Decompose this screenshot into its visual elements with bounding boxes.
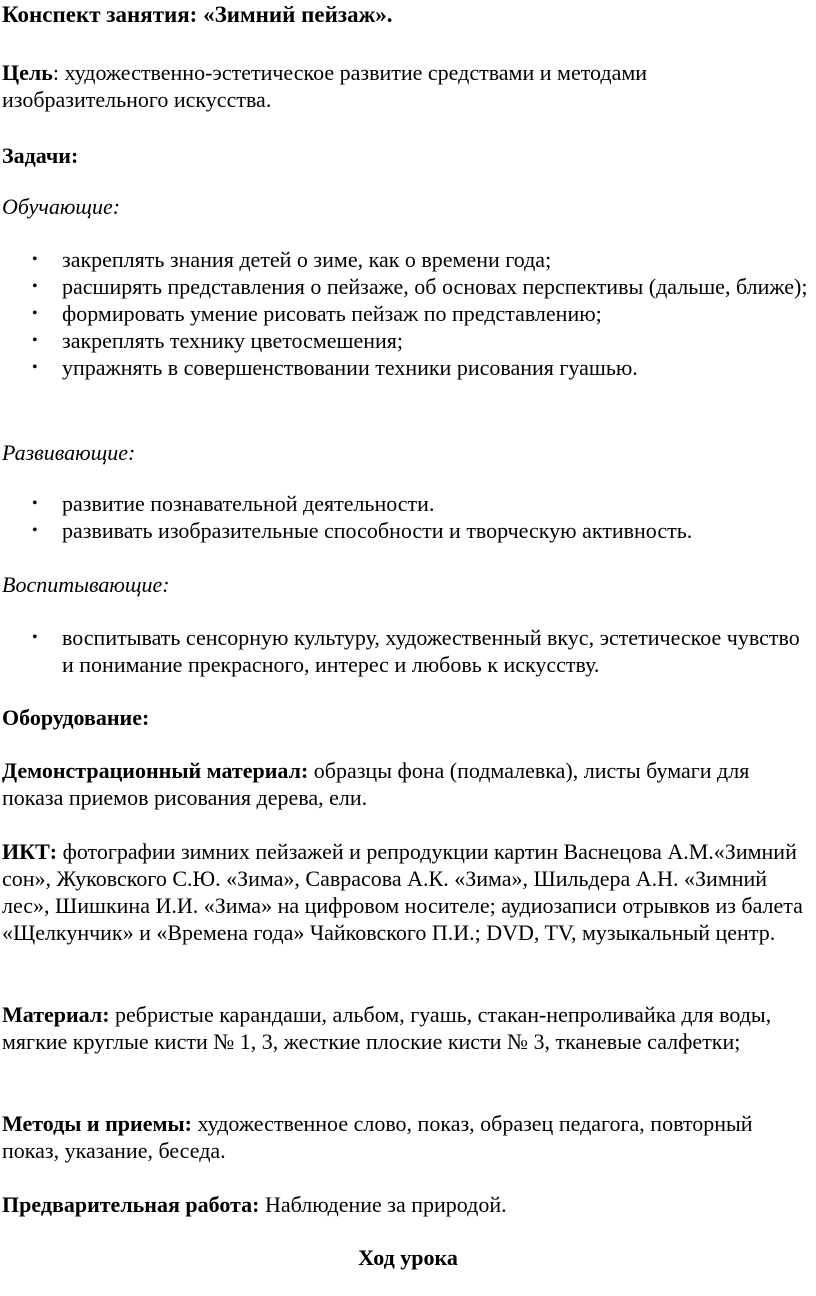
goal-text: : художественно-эстетическое развитие средствами и методами изобразительного искусства. (2, 60, 648, 112)
developing-list (2, 490, 814, 544)
list-item (2, 490, 814, 517)
list-item (2, 354, 814, 381)
methods-paragraph (2, 1110, 814, 1164)
list-item (2, 517, 814, 544)
list-item (2, 246, 814, 273)
goal-label: Цель (2, 60, 53, 85)
teaching-list (2, 246, 814, 381)
methods-label: Методы и приемы: (2, 1111, 192, 1136)
prework-label: Предварительная работа: (2, 1192, 260, 1217)
tasks-heading: Задачи: (2, 143, 79, 168)
developing-heading: Развивающие: (2, 440, 136, 465)
bullet-icon: • (32, 332, 38, 349)
methods-text: художественное слово, показ, образец педагога, повторный показ, указание, беседа. (2, 1111, 753, 1163)
document-title: Конспект занятия: «Зимний пейзаж». (2, 2, 393, 27)
list-item-text: упражнять в совершенствовании техники рисования гуашью. (62, 355, 638, 380)
goal-paragraph (2, 59, 814, 113)
list-item-text: закреплять знания детей о зиме, как о времени года; (62, 247, 552, 272)
bullet-icon: • (32, 359, 38, 376)
educating-list (2, 624, 814, 678)
list-item-text: развивать изобразительные способности и творческую активность. (62, 518, 693, 543)
prework-paragraph (2, 1191, 814, 1218)
list-item (2, 273, 814, 300)
bullet-icon: • (32, 278, 38, 295)
list-item-text: воспитывать сенсорную культуру, художественный вкус, эстетическое чувство и понимание прекрасного, интерес и любовь к искусству. (62, 625, 800, 677)
list-item-text: закреплять технику цветосмешения; (62, 328, 404, 353)
bullet-icon: • (32, 495, 38, 512)
equipment-heading: Оборудование: (2, 705, 150, 730)
ikt-text: фотографии зимних пейзажей и репродукции картин Васнецова А.М.«Зимний сон», Жуковского С.Ю. «Зима», Саврасова А.К. «Зима», Шильдера А.Н. «Зимний лес», Шишкина И.И. «Зима» на цифровом носителе; аудиозаписи отрывков из балета «Щелкунчик» и «Времена года» Чайковского П.И.; DVD, TV, музыкальный центр. (2, 839, 803, 945)
list-item (2, 327, 814, 354)
material-text: ребристые карандаши, альбом, гуашь, стакан-непроливайка для воды, мягкие круглые кисти № 1, 3, жесткие плоские кисти № 3, тканевые салфетки; (2, 1002, 772, 1054)
material-paragraph (2, 1001, 814, 1055)
list-item-text: расширять представления о пейзаже, об основах перспективы (дальше, ближе); (62, 274, 808, 299)
teaching-heading: Обучающие: (2, 194, 121, 219)
bullet-icon: • (32, 305, 38, 322)
list-item (2, 624, 814, 678)
bullet-icon: • (32, 522, 38, 539)
demo-paragraph (2, 757, 814, 811)
list-item-text: развитие познавательной деятельности. (62, 491, 435, 516)
prework-text: Наблюдение за природой. (259, 1192, 507, 1217)
list-item-text: формировать умение рисовать пейзаж по представлению; (62, 301, 602, 326)
bullet-icon: • (32, 251, 38, 268)
list-item (2, 300, 814, 327)
demo-text: образцы фона (подмалевка), листы бумаги для показа приемов рисования дерева, ели. (2, 758, 750, 810)
demo-label: Демонстрационный материал: (2, 758, 309, 783)
educating-heading: Воспитывающие: (2, 572, 170, 597)
lesson-heading: Ход урока (358, 1245, 458, 1270)
material-label: Материал: (2, 1002, 110, 1027)
bullet-icon: • (32, 629, 38, 646)
ikt-paragraph (2, 838, 814, 946)
ikt-label: ИКТ: (2, 839, 58, 864)
